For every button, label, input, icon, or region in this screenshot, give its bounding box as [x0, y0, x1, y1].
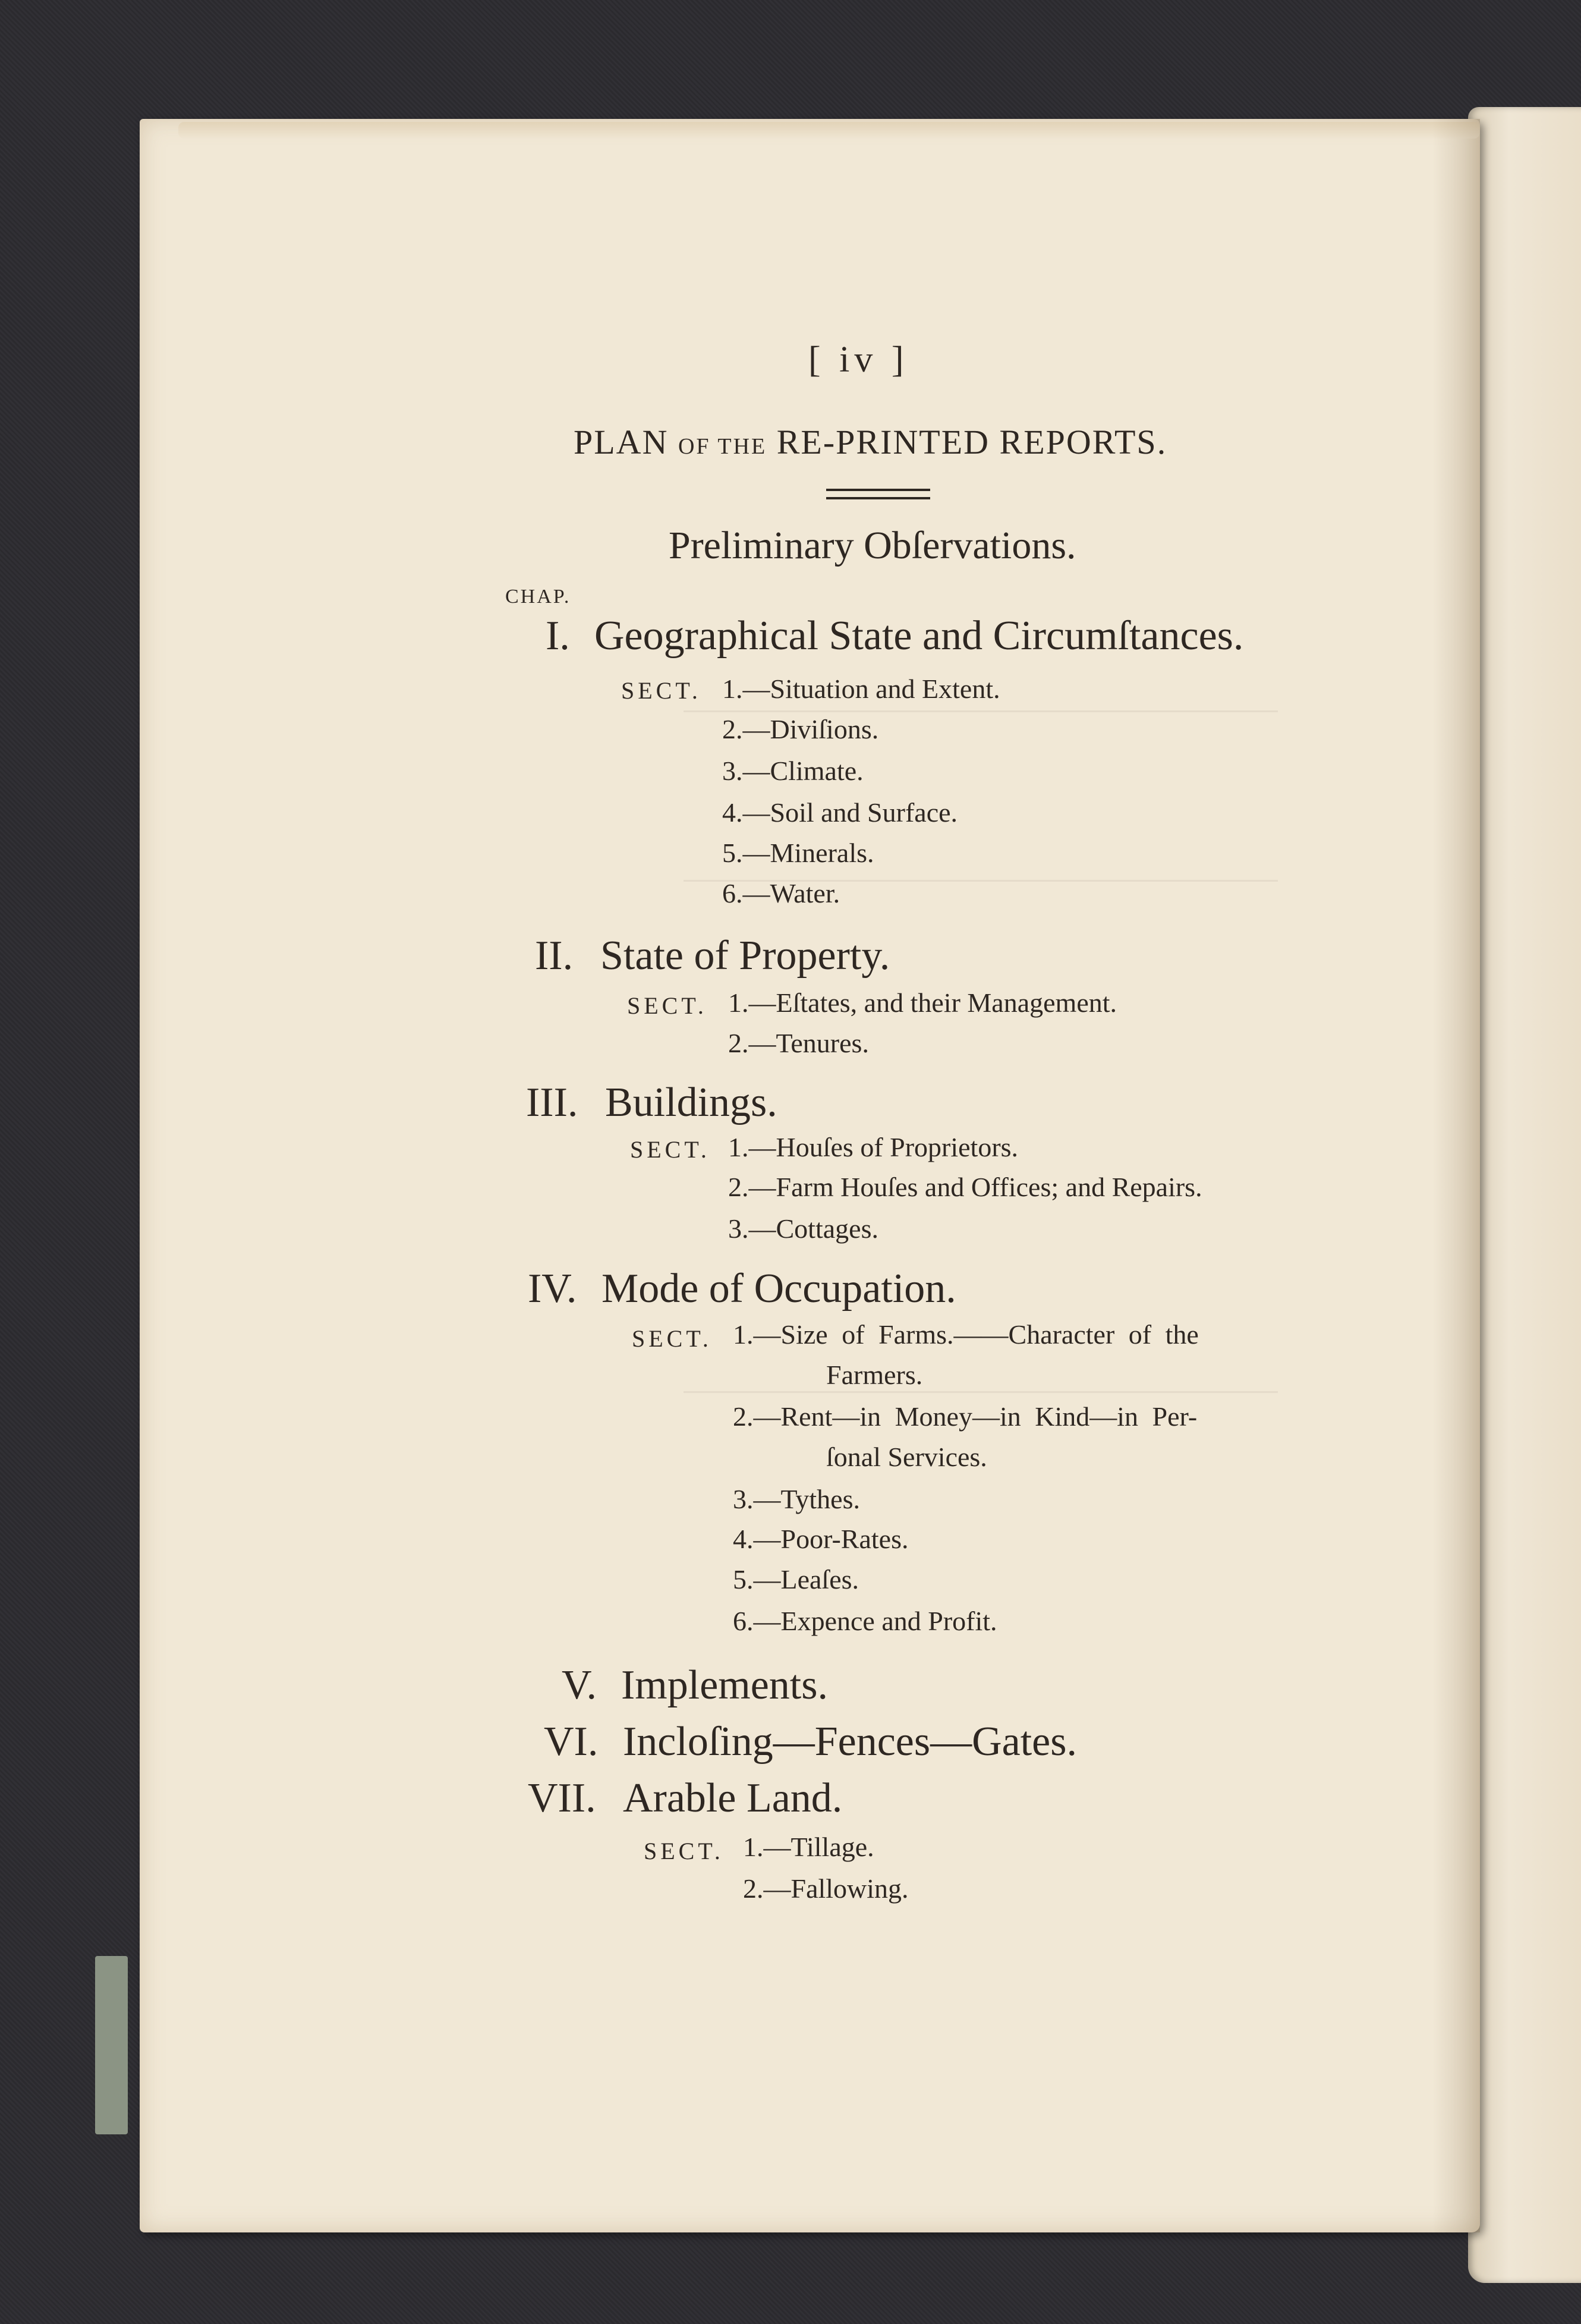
- double-rule-top: [826, 489, 930, 491]
- of-the-smallcaps: OF THE: [678, 434, 767, 459]
- chapter-2-title: State of Property.: [600, 933, 890, 979]
- plan-title: [574, 422, 1167, 462]
- section-entry-continued: Farmers.: [826, 1360, 923, 1390]
- chapter-4-numeral: IV.: [528, 1266, 577, 1312]
- show-through-line: [684, 710, 1278, 712]
- section-entry: 5.—Leaſes.: [733, 1564, 859, 1595]
- show-through-line: [684, 1391, 1278, 1393]
- chapter-6-numeral: VI.: [544, 1719, 599, 1765]
- section-entry: 3.—Climate.: [722, 756, 864, 786]
- section-entry: 1.—Eſtates, and their Management.: [728, 988, 1117, 1018]
- double-rule-bottom: [826, 497, 930, 499]
- chapter-4-title: Mode of Occupation.: [601, 1266, 956, 1312]
- section-entry: 2.—Rent—in Money—in Kind—in Per-: [733, 1401, 1198, 1432]
- section-entry: 6.—Expence and Profit.: [733, 1606, 997, 1636]
- chapter-6-title: Incloſing—Fences—Gates.: [623, 1719, 1077, 1765]
- plan-word: PLAN: [574, 423, 669, 461]
- section-entry-continued: ſonal Services.: [826, 1442, 987, 1472]
- preliminary-heading: Preliminary Obſervations.: [669, 524, 1076, 567]
- chapter-7-numeral: VII.: [528, 1775, 596, 1821]
- chapter-3-title: Buildings.: [605, 1080, 777, 1125]
- page-number: [ iv ]: [808, 339, 909, 380]
- chapter-2-sect-label: SECT.: [627, 992, 707, 1019]
- chapter-1-numeral: I.: [546, 613, 570, 659]
- section-entry: 1.—Houſes of Proprietors.: [728, 1132, 1019, 1162]
- page-top-edge: [178, 122, 1480, 139]
- section-entry: 1.—Size of Farms.——Character of the: [733, 1319, 1199, 1350]
- section-entry: 5.—Minerals.: [722, 838, 874, 868]
- section-entry: 2.—Tenures.: [728, 1028, 869, 1058]
- chap-label: CHAP.: [505, 586, 571, 608]
- section-entry: 3.—Cottages.: [728, 1213, 878, 1244]
- section-entry: 2.—Diviſions.: [722, 714, 879, 744]
- chapter-2-numeral: II.: [535, 933, 574, 979]
- chapter-5-title: Implements.: [621, 1662, 828, 1708]
- chapter-7-title: Arable Land.: [623, 1775, 843, 1821]
- section-entry: 4.—Poor-Rates.: [733, 1524, 909, 1554]
- section-entry: 2.—Farm Houſes and Offices; and Repairs.: [728, 1172, 1202, 1202]
- binding-tab: [95, 1956, 128, 2134]
- facing-page-edge: [1468, 107, 1581, 2283]
- section-entry: 2.—Fallowing.: [743, 1873, 909, 1904]
- gutter-shadow: [1432, 119, 1480, 2232]
- chapter-1-title: Geographical State and Circumſtances.: [594, 613, 1244, 659]
- chapter-3-numeral: III.: [526, 1080, 578, 1125]
- section-entry: 4.—Soil and Surface.: [722, 797, 958, 828]
- chapter-3-sect-label: SECT.: [630, 1136, 710, 1163]
- section-entry: 6.—Water.: [722, 878, 840, 908]
- section-entry: 1.—Situation and Extent.: [722, 674, 1000, 704]
- chapter-5-numeral: V.: [562, 1662, 597, 1708]
- section-entry: 1.—Tillage.: [743, 1832, 874, 1862]
- chapter-7-sect-label: SECT.: [644, 1838, 724, 1864]
- chapter-1-sect-label: SECT.: [621, 677, 701, 704]
- chapter-4-sect-label: SECT.: [632, 1325, 712, 1352]
- reports-words: RE-PRINTED REPORTS.: [776, 423, 1167, 461]
- section-entry: 3.—Tythes.: [733, 1484, 860, 1514]
